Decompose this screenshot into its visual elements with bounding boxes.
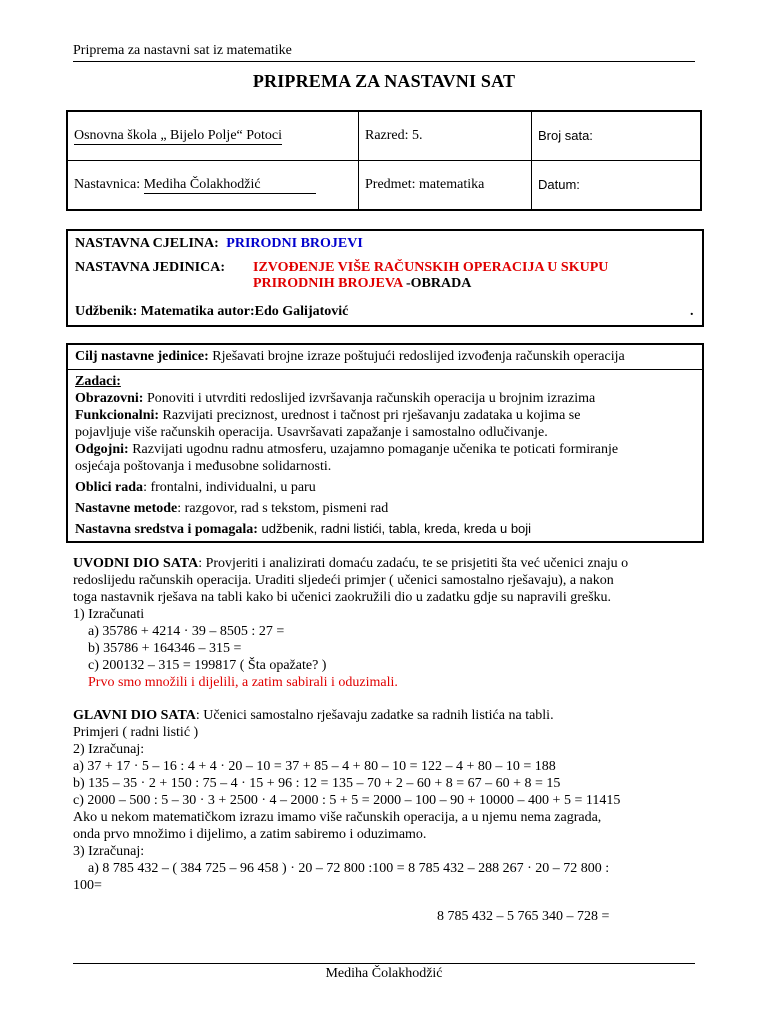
footer-rule [73,963,695,964]
intro-line-3: toga nastavnik rješava na tabli kako bi učenici zaokružili dio u zadatku gdje su napravili grešku. [73,590,612,605]
main-label: GLAVNI DIO SATA [73,708,196,723]
work-forms-label: Oblici rada [75,480,144,495]
work-forms-row [75,480,316,496]
jedinica-value-line2 [253,276,471,292]
intro-note: Prvo smo množili i dijelili, a zatim sabirali i oduzimali. [88,675,398,690]
lesson-number-cell [532,111,702,161]
intro-task-a: a) 35786 + 4214 · 39 – 8505 : 27 = [88,624,285,639]
functional-row [75,408,580,424]
date-cell [532,161,702,211]
textbook: Udžbenik: Matematika autor:Edo Galijatović [75,304,349,319]
task-3-heading: 3) Izračunaj: [73,844,145,859]
resources-label: Nastavna sredstva i pomagala: [75,522,258,537]
methods-text: : razgovor, rad s tekstom, pismeni rad [177,501,389,516]
task-2a: a) 37 + 17 · 5 – 16 : 4 + 4 · 20 – 10 = 37 + 85 – 4 + 80 – 10 = 122 – 4 + 80 – 10 = 188 [73,759,556,774]
goals-separator [68,369,702,370]
teacher-name: Mediha Čolakhodžić [144,177,316,194]
running-header: Priprema za nastavni sat iz matematike [73,43,292,58]
main-text-1: : Učenici samostalno rješavaju zadatke sa radnih listića na tabli. [195,708,554,723]
task-3b: 8 785 432 – 5 765 340 – 728 = [437,909,610,924]
upbringing-text-2: osjećaja poštovanja i međusobne solidarnosti. [75,459,332,474]
functional-label: Funkcionalni: [75,408,160,423]
unit-box [66,229,704,327]
main-line-1 [73,708,554,724]
jedinica-value-line1: IZVOĐENJE VIŠE RAČUNSKIH OPERACIJA U SKUPU [253,260,609,275]
functional-text: Razvijati preciznost, urednost i tačnost pri rješavanju zadataka u kojima se [159,408,581,423]
task-2c: c) 2000 – 500 : 5 – 30 · 3 + 2500 · 4 – 2000 : 5 + 5 = 2000 – 100 – 90 + 10000 – 400 + 5 = 11415 [73,793,621,808]
jedinica-value-2: PRIRODNIH BROJEVA [253,276,403,291]
goal-row [75,349,625,365]
resources-row [75,521,531,538]
school-cell [67,111,359,161]
work-forms-text: : frontalni, individualni, u paru [143,480,316,495]
functional-text-2: pojavljuje više računskih operacija. Usavršavati zapažanje i samostalno odlučivanje. [75,425,548,440]
textbook-dot: . [690,304,694,319]
intro-task-b: b) 35786 + 164346 – 315 = [88,641,242,656]
intro-line-2: redoslijedu računskih operacija. Uraditi sljedeći primjer ( učenici samostalno rješavaju), a nakon [73,573,614,588]
upbringing-label: Odgojni: [75,442,129,457]
grade: Razred: 5. [365,128,423,143]
intro-text-1: : Provjeriti i analizirati domaću zadaću, te se prisjetiti šta već učenici znaju o [198,556,629,571]
rule-line-2: onda prvo množimo i dijelimo, a zatim sabiremo i oduzimamo. [73,827,427,842]
cjelina-label: NASTAVNA CJELINA: [75,236,219,251]
educational-label: Obrazovni: [75,391,144,406]
upbringing-row [75,442,618,458]
task-3a: a) 8 785 432 – ( 384 725 – 96 458 ) · 20 – 72 800 :100 = 8 785 432 – 288 267 · 20 – 72 800 : [88,861,610,876]
tasks-heading: Zadaci: [75,374,121,389]
educational-text: Ponoviti i utvrditi redoslijed izvršavanja računskih operacija u brojnim izrazima [143,391,596,406]
school-name: Osnovna škola „ Bijelo Polje“ Potoci [74,127,283,143]
subject-cell [359,161,532,211]
educational-row [75,391,595,407]
goal-text: Rješavati brojne izraze poštujući redoslijed izvođenja računskih operacija [208,349,625,364]
rule-line-1: Ako u nekom matematičkom izrazu imamo više računskih operacija, a u njemu nema zagrada, [73,810,602,825]
lesson-number: Broj sata: [538,127,593,143]
task-2b: b) 135 – 35 · 2 + 150 : 75 – 4 · 15 + 96 : 12 = 135 – 70 + 2 – 60 + 8 = 67 – 60 + 8 = 15 [73,776,561,791]
teacher-label: Nastavnica: [74,176,144,192]
intro-task-c: c) 200132 – 315 = 199817 ( Šta opažate? ) [88,658,327,673]
methods-label: Nastavne metode [75,501,178,516]
footer-author: Mediha Čolakhodžić [325,966,443,981]
jedinica-label: NASTAVNA JEDINICA: [75,260,226,275]
subject: Predmet: matematika [365,177,485,192]
page-title: PRIPREMA ZA NASTAVNI SAT [252,71,516,91]
teacher-cell [67,161,359,211]
goals-box [66,343,704,543]
main-line-2: Primjeri ( radni listić ) [73,725,199,740]
cjelina-row [75,236,363,252]
header-rule [73,61,695,62]
task-2-heading: 2) Izračunaj: [73,742,145,757]
intro-task: 1) Izračunati [73,607,145,622]
date: Datum: [538,176,580,192]
intro-label: UVODNI DIO SATA [73,556,199,571]
grade-cell [359,111,532,161]
methods-row [75,501,388,517]
task-3a-continued: 100= [73,878,102,893]
cjelina-value: PRIRODNI BROJEVI [226,236,363,251]
jedinica-suffix: -OBRADA [402,276,472,291]
intro-line-1 [73,556,628,572]
lesson-info-table [66,110,702,211]
goal-label: Cilj nastavne jedinice: [75,349,209,364]
resources-text: udžbenik, radni listići, tabla, kreda, kreda u boji [257,521,532,536]
upbringing-text: Razvijati ugodnu radnu atmosferu, uzajamno pomaganje učenika te poticati formiranje [128,442,619,457]
